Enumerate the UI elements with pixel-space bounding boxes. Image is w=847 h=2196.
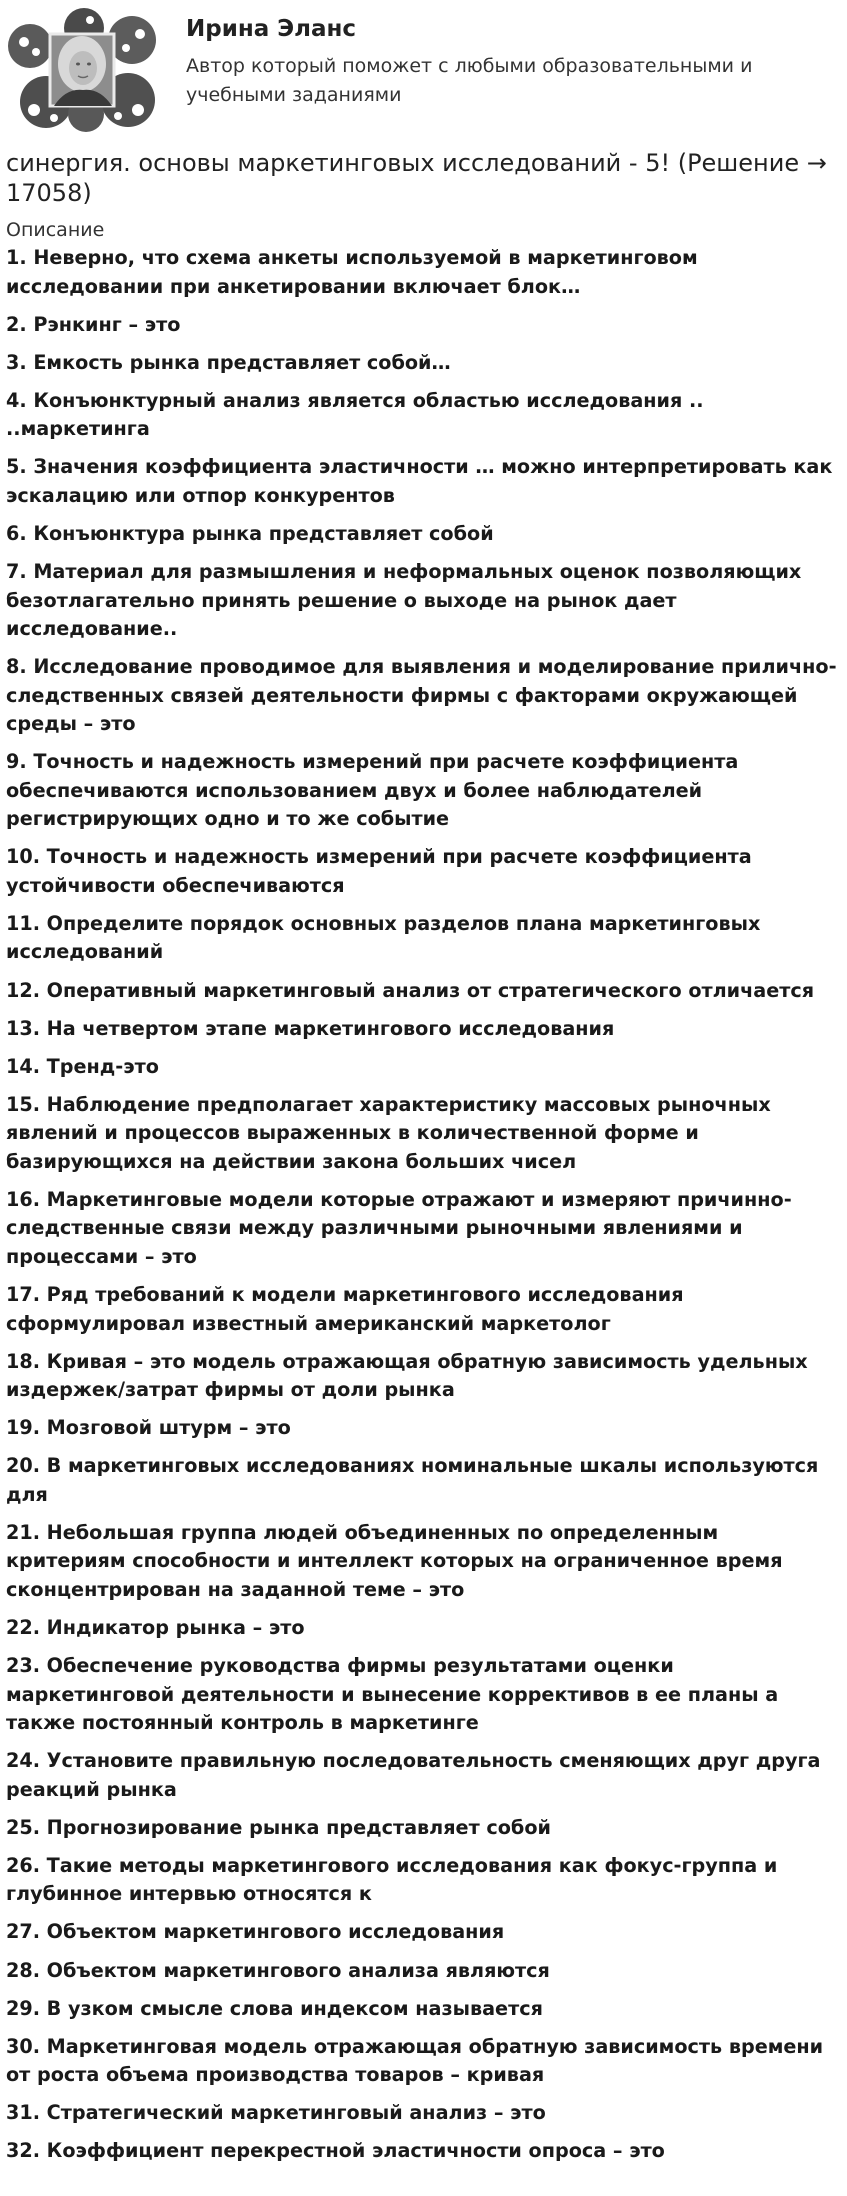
question-item: 1. Неверно, что схема анкеты используемой в маркетинговом исследовании при анкетировании включает блок… xyxy=(6,246,698,298)
question-item: 7. Материал для размышления и неформальных оценок позволяющих безотлагательно принять решение о выходе на рынок дает исследование.. xyxy=(6,560,802,641)
question-item: 29. В узком смысле слова индексом называется xyxy=(6,1996,543,2020)
question-item: 17. Ряд требований к модели маркетингового исследования сформулировал известный американский маркетолог xyxy=(6,1283,684,1335)
question-item: 15. Наблюдение предполагает характеристику массовых рыночных явлений и процессов выраженных в количественной форме и базирующихся на действии закона больших чисел xyxy=(6,1092,771,1173)
author-card xyxy=(6,6,841,134)
question-item: 9. Точность и надежность измерений при расчете коэффициента обеспечиваются использованием двух и более наблюдателей регистрирующих одно и то же событие xyxy=(6,750,739,831)
question-item: 8. Исследование проводимое для выявления и моделирование прилично-следственных связей деятельности фирмы с факторами окружающей среды – это xyxy=(6,655,837,736)
page-title: синергия. основы маркетинговых исследований - 5! (Решение → 17058) xyxy=(6,149,827,207)
question-item: 21. Небольшая группа людей объединенных по определенным критериям способности и интеллект которых на ограниченное время сконцентрирован на заданной теме – это xyxy=(6,1520,783,1601)
question-item: 22. Индикатор рынка – это xyxy=(6,1615,305,1639)
question-item: 5. Значения коэффициента эластичности … можно интерпретировать как эскалацию или отпор конкурентов xyxy=(6,455,833,507)
question-item: 12. Оперативный маркетинговый анализ от стратегического отличается xyxy=(6,978,815,1002)
question-item: 3. Емкость рынка представляет собой… xyxy=(6,350,451,374)
question-item: 23. Обеспечение руководства фирмы результатами оценки маркетинговой деятельности и вынесение коррективов в ее планы а также постоянный контроль в маркетинге xyxy=(6,1654,779,1735)
question-item: 26. Такие методы маркетингового исследования как фокус-группа и глубинное интервью относятся к xyxy=(6,1853,778,1906)
question-item: 13. На четвертом этапе маркетингового исследования xyxy=(6,1016,615,1040)
question-item: 28. Объектом маркетингового анализа являются xyxy=(6,1958,550,1982)
author-description: Автор который поможет с любыми образовательными и учебными заданиями xyxy=(186,55,753,106)
question-item: 2. Рэнкинг – это xyxy=(6,312,181,336)
author-avatar[interactable] xyxy=(6,6,158,134)
description-label: Описание xyxy=(6,219,105,241)
question-item: 27. Объектом маркетингового исследования xyxy=(6,1920,505,1944)
question-item: 10. Точность и надежность измерений при расчете коэффициента устойчивости обеспечиваются xyxy=(6,845,752,897)
question-item: 14. Тренд-это xyxy=(6,1054,159,1078)
question-item: 32. Коэффициент перекрестной эластичности опроса – это xyxy=(6,2139,665,2163)
question-item: 24. Установите правильную последовательность сменяющих друг друга реакций рынка xyxy=(6,1749,821,1801)
question-item: 30. Маркетинговая модель отражающая обратную зависимость времени от роста объема производства товаров – кривая xyxy=(6,2034,824,2087)
question-item: 20. В маркетинговых исследованиях номинальные шкалы используются для xyxy=(6,1454,819,1506)
author-name[interactable]: Ирина Эланс xyxy=(186,16,357,42)
question-item: 18. Кривая – это модель отражающая обратную зависимость удельных издержек/затрат фирмы от доли рынка xyxy=(6,1349,808,1402)
question-item: 25. Прогнозирование рынка представляет собой xyxy=(6,1815,551,1839)
question-item: 31. Стратегический маркетинговый анализ – это xyxy=(6,2101,546,2125)
question-item: 16. Маркетинговые модели которые отражают и измеряют причинно-следственные связи между различными рыночными явлениями и процессами – это xyxy=(6,1187,792,1268)
question-item: 4. Конъюнктурный анализ является областью исследования .. ..маркетинга xyxy=(6,388,704,441)
question-item: 11. Определите порядок основных разделов плана маркетинговых исследований xyxy=(6,911,761,964)
question-item: 19. Мозговой штурм – это xyxy=(6,1416,291,1440)
question-list xyxy=(6,244,842,2176)
question-item: 6. Конъюнктура рынка представляет собой xyxy=(6,521,494,545)
